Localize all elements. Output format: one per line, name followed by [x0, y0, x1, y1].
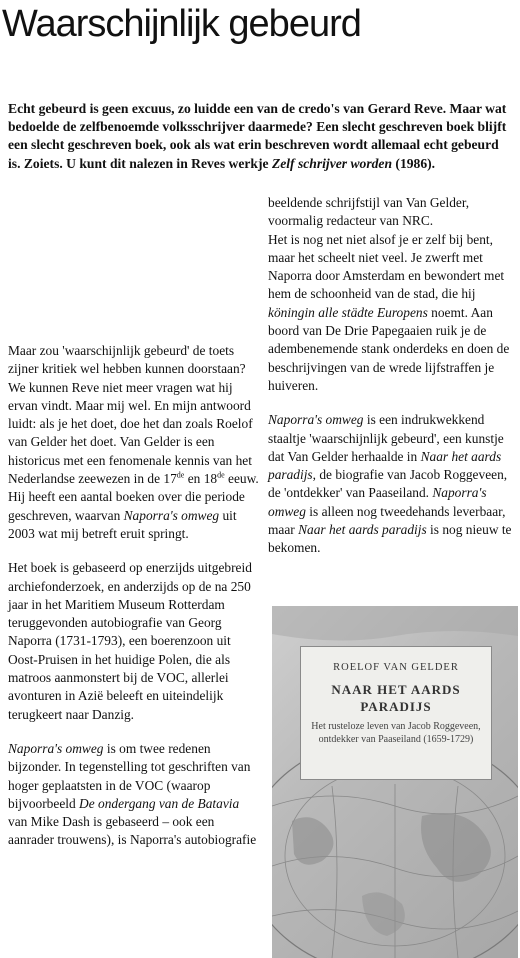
page-title: Waarschijnlijk gebeurd	[2, 3, 361, 45]
right-paragraph-1	[268, 194, 518, 395]
intro-text-end: (1986).	[392, 155, 436, 171]
superscript: de	[217, 470, 225, 480]
book-title: Naporra's omweg	[268, 412, 364, 428]
book-title-line-1: NAAR HET AARDS	[331, 682, 461, 697]
text: beeldende schrijfstijl van Van Gelder, voormalig redacteur van NRC.	[268, 195, 470, 229]
book-title: Naporra's omweg	[268, 485, 487, 519]
book-cover-image	[272, 606, 518, 958]
book-title: Naporra's omweg	[8, 740, 104, 756]
text: is een indrukwekkend staaltje 'waarschijnlijk gebeurd', een kunstje dat Van Gelder herhaalde in	[268, 412, 504, 464]
right-paragraph-2	[268, 411, 518, 557]
left-column	[8, 342, 260, 866]
left-paragraph-3	[8, 740, 260, 850]
superscript: de	[176, 470, 185, 480]
text: is om twee redenen bijzonder. In tegenstelling tot geschriften van hoger geplaatsten in de VOC (waarop bijvoorbeeld	[8, 740, 251, 811]
text: Maar zou 'waarschijnlijk gebeurd' de toets zijner kritiek wel hebben kunnen doorstaan? We kunnen Reve niet meer vragen wat hij ervan vindt. Maar mij wel. En mijn antwoord luidt: als je het doet, doe het dan zoals Roelof van Gelder het doet. Van Gelder is een historicus met een fenomenale kennis van het Nederlandse zeewezen in de 17	[8, 343, 253, 487]
book-title-heading	[301, 681, 491, 715]
book-cover-label	[300, 646, 492, 780]
text: uit 2003 wat mij betreft eruit springt.	[8, 507, 237, 541]
text: noemt. Aan boord van De Drie Papegaaien ruik je de adembenemende stank onderdeks en doen de beschrijvingen van de wrede lijfstraffen je huiveren.	[268, 304, 510, 393]
book-title: De ondergang van de Batavia	[79, 795, 240, 811]
text: , de biografie van Jacob Roggeveen, de 'ontdekker' van Paaseiland.	[268, 467, 508, 501]
book-title: Naar het aards paradijs	[298, 522, 427, 538]
left-paragraph-2: Het boek is gebaseerd op enerzijds uitgebreid archiefonderzoek, en anderzijds op de na 250 jaar in het Maritiem Museum Rotterdam teruggevonden autobiografie van Georg Naporra (1731-1793), een boerenzoon uit Oost-Pruisen in het huidige Polen, die als matroos aanmonstert bij de VOC, allerlei avonturen in Azië beleeft en uiteindelijk terugkeert naar Danzig.	[8, 560, 252, 722]
quote: köningin alle städte Europens	[268, 304, 428, 320]
intro-text: Echt gebeurd is geen excuus, zo luidde een van de credo's van Gerard Reve. Maar wat bedoelde de zelfbenoemde volksschrijver daarmede? Een slecht geschreven boek blijft een slecht geschreven boek, ook als wat erin beschreven wordt allemaal echt gebeurd is. Zoiets. U kunt dit nalezen in Reves werkje	[8, 101, 507, 171]
text: van Mike Dash is gebaseerd – ook een aanrader trouwens), is Naporra's autobiografie	[8, 814, 257, 848]
text: Het is nog net niet alsof je er zelf bij bent, maar het scheelt niet veel. Je zwerft met Naporra door Amsterdam en bewondert met hem de schoonheid van de stad, die hij	[268, 231, 505, 302]
book-subtitle: Het rusteloze leven van Jacob Roggeveen, ontdekker van Paaseiland (1659-1729)	[311, 721, 481, 745]
book-title: Naar het aards paradijs	[268, 448, 502, 483]
right-column	[268, 194, 518, 574]
text: eeuw. Hij heeft een aantal boeken over die periode geschreven, waarvan	[8, 471, 259, 523]
left-paragraph-1	[8, 342, 260, 543]
intro-book-title: Zelf schrijver worden	[271, 155, 393, 171]
text: en 18	[184, 471, 218, 487]
text: is nog nieuw te bekomen.	[268, 522, 512, 556]
book-author: ROELOF VAN GELDER	[333, 662, 459, 673]
intro-paragraph	[8, 100, 508, 173]
book-title: Naporra's omweg	[123, 507, 220, 523]
text: is alleen nog tweedehands leverbaar, maar	[268, 503, 506, 538]
book-title-line-2: PARADIJS	[360, 699, 432, 714]
